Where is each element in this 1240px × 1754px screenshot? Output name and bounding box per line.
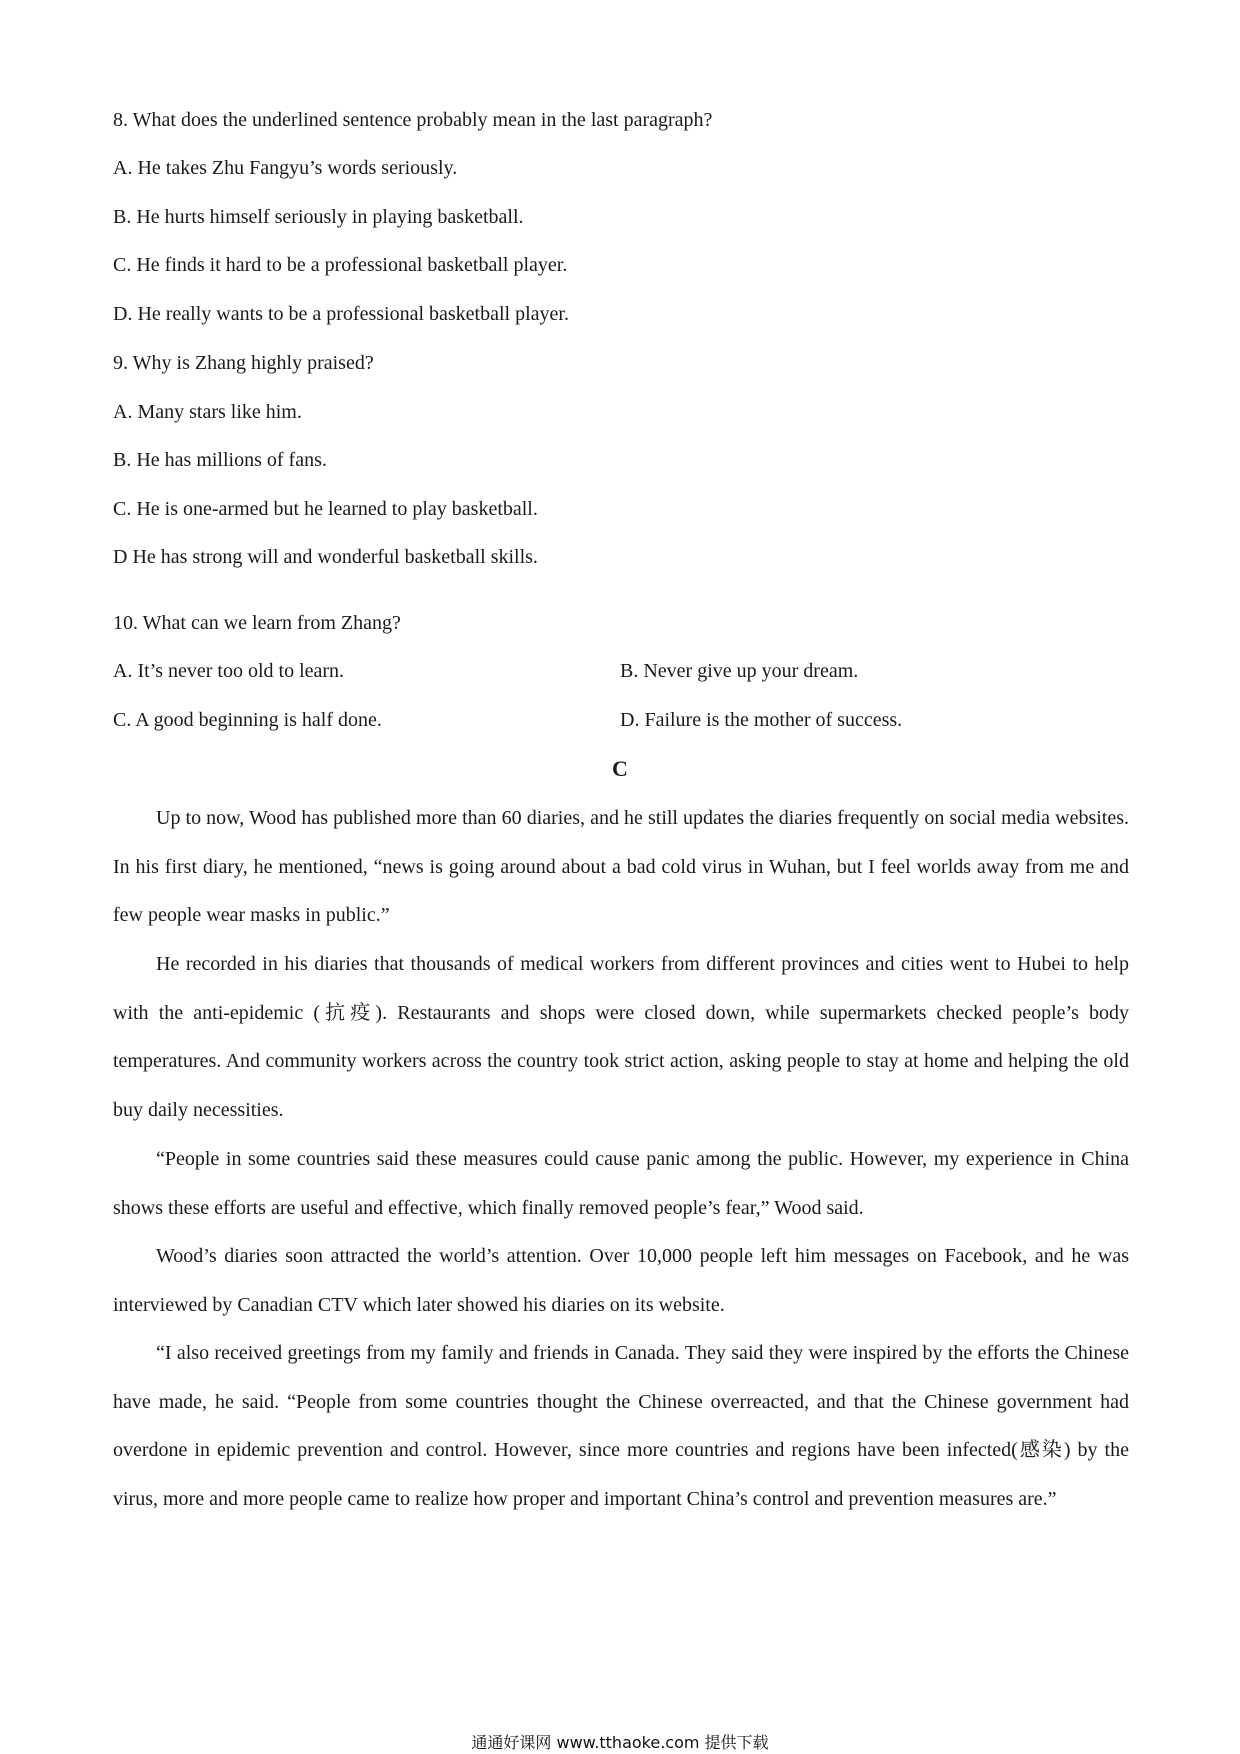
passage-paragraph-2: He recorded in his diaries that thousands of medical workers from different provinces and cities went to Hubei to help with the anti-epidemic (抗疫). Restaurants and shops were closed down, while supermarkets checked people’s body temperatures. And community workers across the country took strict action, asking people to stay at home and helping the old buy daily necessities. — [113, 953, 1129, 1121]
question-8-option-c: C. He finds it hard to be a professional basketball player. — [113, 254, 568, 276]
question-9-option-a: A. Many stars like him. — [113, 401, 302, 423]
question-8-option-d: D. He really wants to be a professional basketball player. — [113, 303, 569, 325]
section-heading: C — [612, 756, 628, 781]
question-9-option-b: B. He has millions of fans. — [113, 449, 327, 471]
passage-paragraph-1: Up to now, Wood has published more than 60 diaries, and he still updates the diaries frequently on social media websites. In his first diary, he mentioned, “news is going around about a bad cold virus in Wuhan, but I feel worlds away from me and few people wear masks in public.” — [113, 807, 1129, 927]
footer-source-text: 通通好课网 www.tthaoke.com 提供下载 — [471, 1733, 769, 1752]
question-8-option-b: B. He hurts himself seriously in playing basketball. — [113, 206, 524, 228]
question-9-stem: 9. Why is Zhang highly praised? — [113, 352, 374, 374]
passage-paragraph-5: “I also received greetings from my family and friends in Canada. They said they were inspired by the efforts the Chinese have made, he said. “People from some countries thought the Chinese overreacted, and that the Chinese government had overdone in epidemic prevention and control. However, since more countries and regions have been infected(感染) by the virus, more and more people came to realize how proper and important China’s control and prevention measures are.” — [113, 1342, 1129, 1510]
question-8-option-a: A. He takes Zhu Fangyu’s words seriously. — [113, 157, 458, 179]
passage-paragraph-4: Wood’s diaries soon attracted the world’s attention. Over 10,000 people left him messages on Facebook, and he was interviewed by Canadian CTV which later showed his diaries on its website. — [113, 1245, 1129, 1316]
question-9-option-c: C. He is one-armed but he learned to play basketball. — [113, 498, 538, 520]
question-9-option-d: D He has strong will and wonderful basketball skills. — [113, 546, 538, 568]
question-10-option-b: B. Never give up your dream. — [620, 660, 859, 682]
question-10-option-a: A. It’s never too old to learn. — [113, 660, 345, 682]
question-8-stem: 8. What does the underlined sentence probably mean in the last paragraph? — [113, 109, 713, 131]
question-10-option-c: C. A good beginning is half done. — [113, 709, 382, 731]
passage-paragraph-3: “People in some countries said these measures could cause panic among the public. However, my experience in China shows these efforts are useful and effective, which finally removed people’s fear,” Wood said. — [113, 1148, 1129, 1219]
question-10-stem: 10. What can we learn from Zhang? — [113, 612, 401, 634]
question-10-option-d: D. Failure is the mother of success. — [620, 709, 903, 731]
